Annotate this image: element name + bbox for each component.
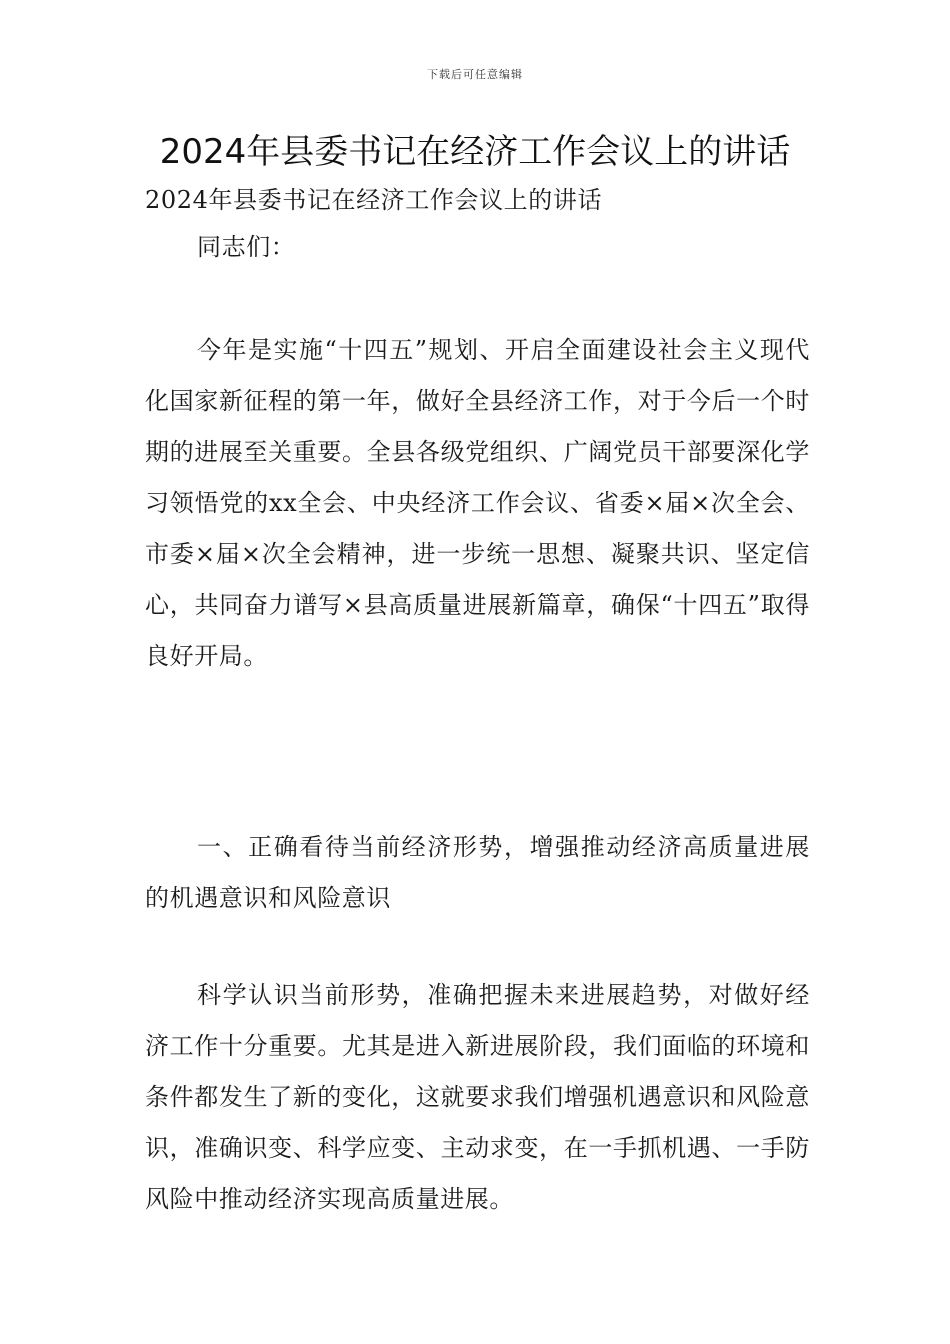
paragraph-section-1: 科学认识当前形势，准确把握未来进展趋势，对做好经济工作十分重要。尤其是进入新进展阶段，我们面临的环境和条件都发生了新的变化，这就要求我们增强机遇意识和风险意识，准确识变、科学应变、主动求变，在一手抓机遇、一手防风险中推动经济实现高质量进展。 [145,981,810,1213]
document-title: 2024年县委书记在经济工作会议上的讲话 [159,132,791,172]
section-heading: 一、正确看待当前经济形势，增强推动经济高质量进展的机遇意识和风险意识 [145,833,810,912]
document-subtitle: 2024年县委书记在经济工作会议上的讲话 [145,186,603,214]
header-note: 下载后可任意编辑 [427,68,523,81]
paragraph-intro: 今年是实施“十四五”规划、开启全面建设社会主义现代化国家新征程的第一年，做好全县经济工作，对于今后一个时期的进展至关重要。全县各级党组织、广阔党员干部要深化学习领悟党的xx全会、中央经济工作会议、省委×届×次全会、市委×届×次全会精神，进一步统一思想、凝聚共识、坚定信心，共同奋力谱写×县高质量进展新篇章，确保“十四五”取得良好开局。 [145,336,810,670]
salutation: 同志们： [197,233,296,261]
